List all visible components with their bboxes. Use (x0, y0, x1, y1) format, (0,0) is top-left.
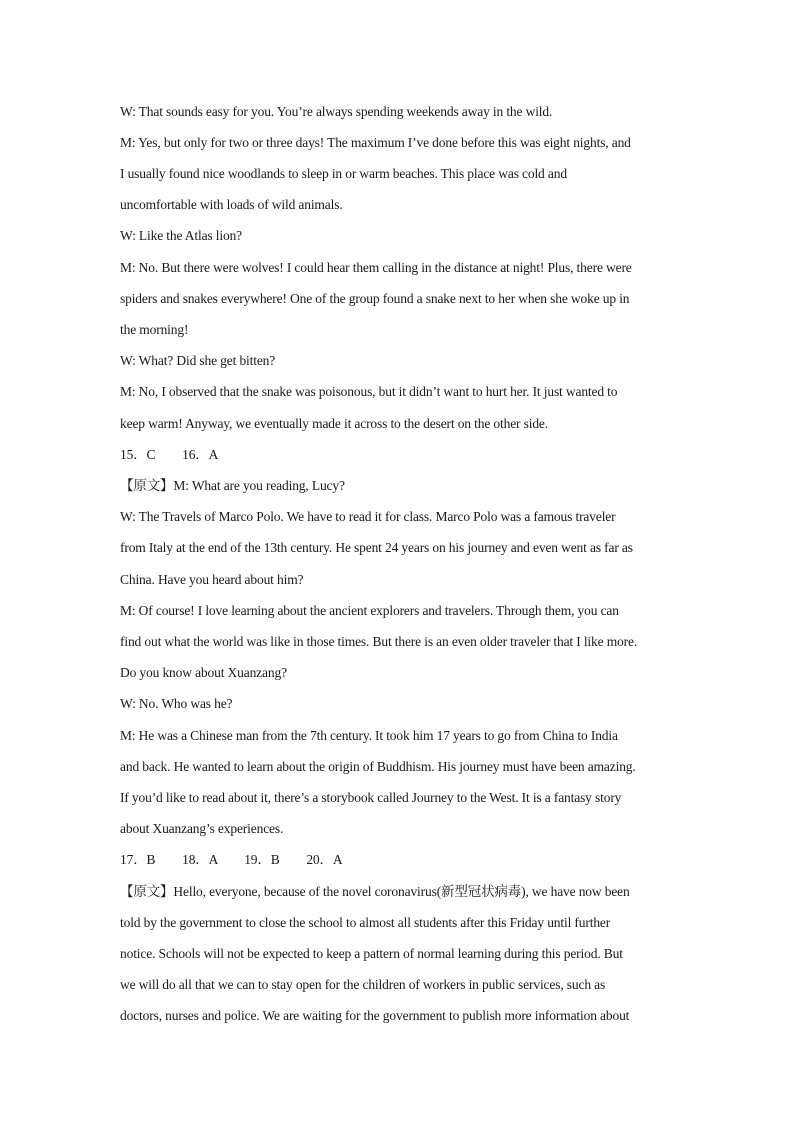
text-line: W: Like the Atlas lion? (120, 228, 243, 243)
text-line: W: The Travels of Marco Polo. We have to read it for class. Marco Polo was a famous traveler (120, 509, 616, 524)
text-line: about Xuanzang’s experiences. (120, 821, 284, 836)
text-line: the morning! (120, 322, 189, 337)
text-line: we will do all that we can to stay open for the children of workers in public services, such as (120, 977, 606, 992)
text-line: spiders and snakes everywhere! One of the group found a snake next to her when she woke up in (120, 291, 630, 306)
text-line: W: What? Did she get bitten? (120, 353, 276, 368)
text-line: If you’d like to read about it, there’s a storybook called Journey to the West. It is a fantasy story (120, 790, 622, 805)
answer-line: 17．B 18．A 19．B 20．A (120, 852, 343, 867)
text-line: M: No, I observed that the snake was poisonous, but it didn’t want to hurt her. It just wanted to (120, 384, 618, 399)
text-line: from Italy at the end of the 13th century. He spent 24 years on his journey and even went as far as (120, 540, 633, 555)
text-line: Do you know about Xuanzang? (120, 665, 287, 680)
text-line: M: No. But there were wolves! I could hear them calling in the distance at night! Plus, there were (120, 260, 632, 275)
text-line: M: Of course! I love learning about the ancient explorers and travelers. Through them, you can (120, 603, 619, 618)
text-line: M: He was a Chinese man from the 7th century. It took him 17 years to go from China to India (120, 728, 618, 743)
text-line: 【原文】M: What are you reading, Lucy? (120, 478, 345, 493)
text-line: China. Have you heard about him? (120, 572, 304, 587)
text-line: find out what the world was like in those times. But there is an even older traveler that I like more. (120, 634, 638, 649)
text-line: keep warm! Anyway, we eventually made it across to the desert on the other side. (120, 416, 548, 431)
text-line: I usually found nice woodlands to sleep in or warm beaches. This place was cold and (120, 166, 567, 181)
answer-line: 15．C 16．A (120, 447, 219, 462)
text-line: and back. He wanted to learn about the origin of Buddhism. His journey must have been amazing. (120, 759, 636, 774)
text-line: 【原文】Hello, everyone, because of the novel coronavirus(新型冠状病毒), we have now been (120, 884, 630, 899)
text-line: notice. Schools will not be expected to keep a pattern of normal learning during this period. But (120, 946, 623, 961)
text-line: told by the government to close the school to almost all students after this Friday until further (120, 915, 611, 930)
text-line: W: That sounds easy for you. You’re always spending weekends away in the wild. (120, 104, 553, 119)
text-line: doctors, nurses and police. We are waiting for the government to publish more information about (120, 1008, 630, 1023)
text-line: W: No. Who was he? (120, 696, 233, 711)
text-line: uncomfortable with loads of wild animals. (120, 197, 343, 212)
text-line: M: Yes, but only for two or three days! The maximum I’ve done before this was eight nights, and (120, 135, 631, 150)
